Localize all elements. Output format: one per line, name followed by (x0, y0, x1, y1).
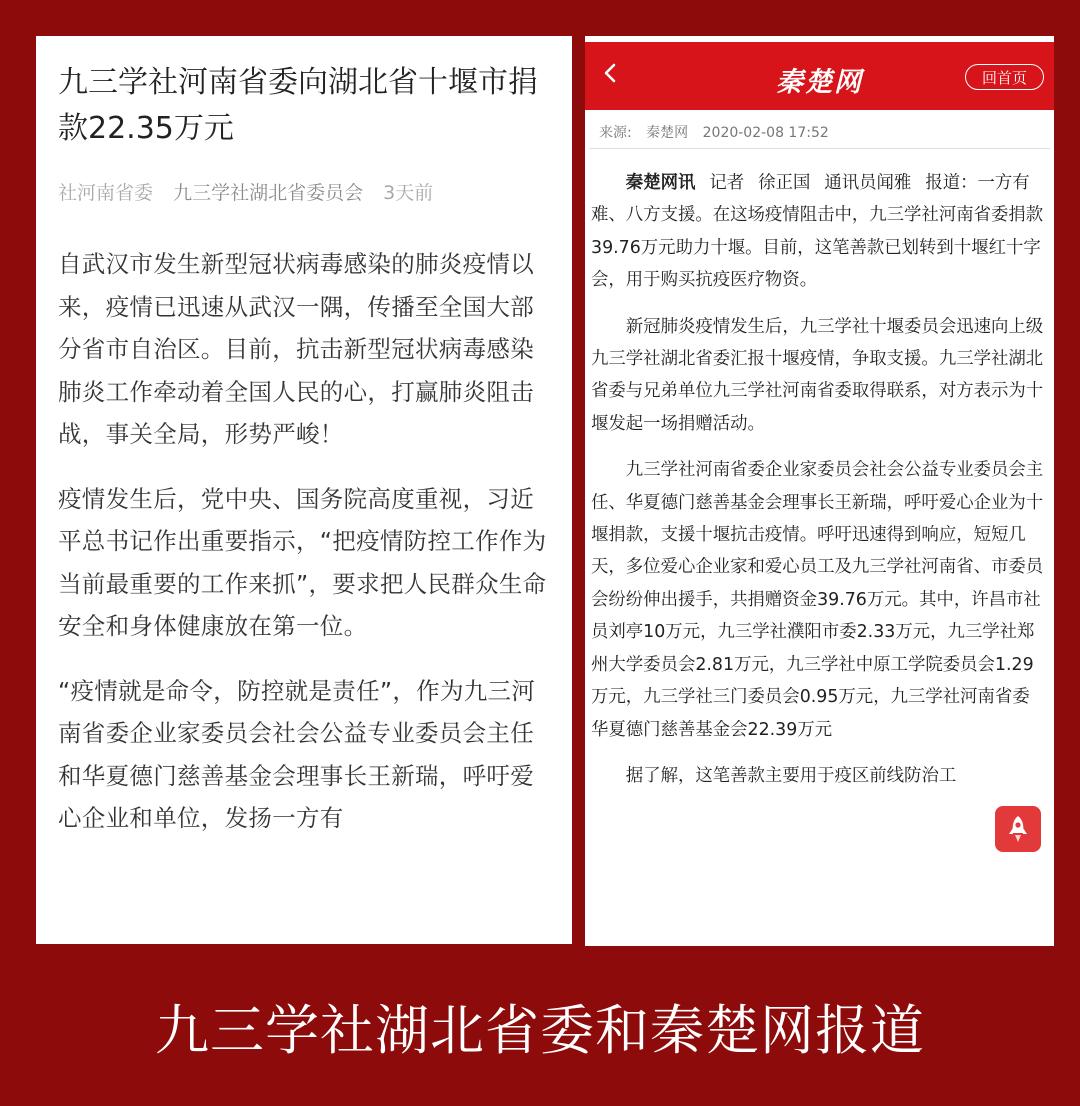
rocket-icon[interactable] (995, 806, 1041, 852)
lead-text: 报道：一方有难、八方支援。在这场疫情阻击中，九三学社河南省委捐款39.76万元助力十堰。目前，这笔善款已划转到十堰红十字会，用于购买抗疫医疗物资。 (591, 173, 1044, 291)
lead-correspondent: 通讯员闻雅 (824, 173, 912, 193)
article-paragraph: “疫情就是命令，防控就是责任”，作为九三河南省委企业家委员会社会公益专业委员会主任和华夏德门慈善基金会理事长王新瑞，呼吁爱心企业和单位，发扬一方有 (58, 676, 536, 832)
article-paragraph: 自武汉市发生新型冠状病毒感染的肺炎疫情以来，疫情已迅速从武汉一隅，传播至全国大部分省市自治区。目前，抗击新型冠状病毒感染肺炎工作牵动着全国人民的心，打赢肺炎阻击战，事关全局，形势严峻！ (58, 250, 534, 448)
publish-datetime: 2020-02-08 17:52 (702, 125, 829, 141)
lead-paragraph (591, 167, 1044, 297)
article-meta (58, 178, 550, 205)
left-article-panel (36, 36, 572, 944)
article-paragraph: 疫情发生后，党中央、国务院高度重视，习近平总书记作出重要指示，“把疫情防控工作作为当前最重要的工作来抓”，要求把人民群众生命安全和身体健康放在第一位。 (58, 484, 547, 640)
bottom-caption: 九三学社湖北省委和秦楚网报道 (155, 999, 925, 1062)
site-header (585, 42, 1054, 110)
article-body (585, 149, 1054, 792)
right-article-panel (585, 36, 1054, 946)
source-line (585, 110, 1054, 148)
article-title: 九三学社河南省委向湖北省十堰市捐款22.35万元 (58, 65, 538, 146)
source-label: 来源: (599, 125, 632, 141)
lead-reporter-label: 记者 (709, 173, 745, 193)
meta-org-2[interactable]: 九三学社湖北省委员会 (173, 182, 364, 204)
article-paragraph: 据了解，这笔善款主要用于疫区前线防治工 (625, 765, 957, 786)
article-paragraph: 新冠肺炎疫情发生后，九三学社十堰委员会迅速向上级九三学社湖北省委汇报十堰疫情，争取支援。九三学社湖北省委与兄弟单位九三学社河南省委取得联系，对方表示为十堰发起一场捐赠活动。 (591, 316, 1044, 434)
site-logo: 秦楚网 (776, 67, 863, 98)
lead-reporter-name: 徐正国 (758, 173, 811, 193)
meta-time: 3天前 (383, 182, 434, 204)
article-paragraph: 九三学社河南省委企业家委员会社会公益专业委员会主任、华夏德门慈善基金会理事长王新瑞，呼吁爱心企业为十堰捐款，支援十堰抗击疫情。呼吁迅速得到响应，短短几天，多位爱心企业家和爱心员工及九三学社河南省、市委员会纷纷伸出援手，共捐赠资金39.76万元。其中，许昌市社员刘亭10万元，九三学社濮阳市委2.33万元，九三学社郑州大学委员会2.81万元，九三学社中原工学院委员会1.29万元，九三学社三门委员会0.95万元，九三学社河南省委华夏德门慈善基金会22.39万元 (591, 460, 1044, 740)
lead-source: 秦楚网讯 (625, 173, 696, 193)
source-name: 秦楚网 (646, 125, 689, 141)
home-button[interactable]: 回首页 (965, 64, 1044, 90)
meta-org-1[interactable]: 社河南省委 (58, 182, 154, 204)
